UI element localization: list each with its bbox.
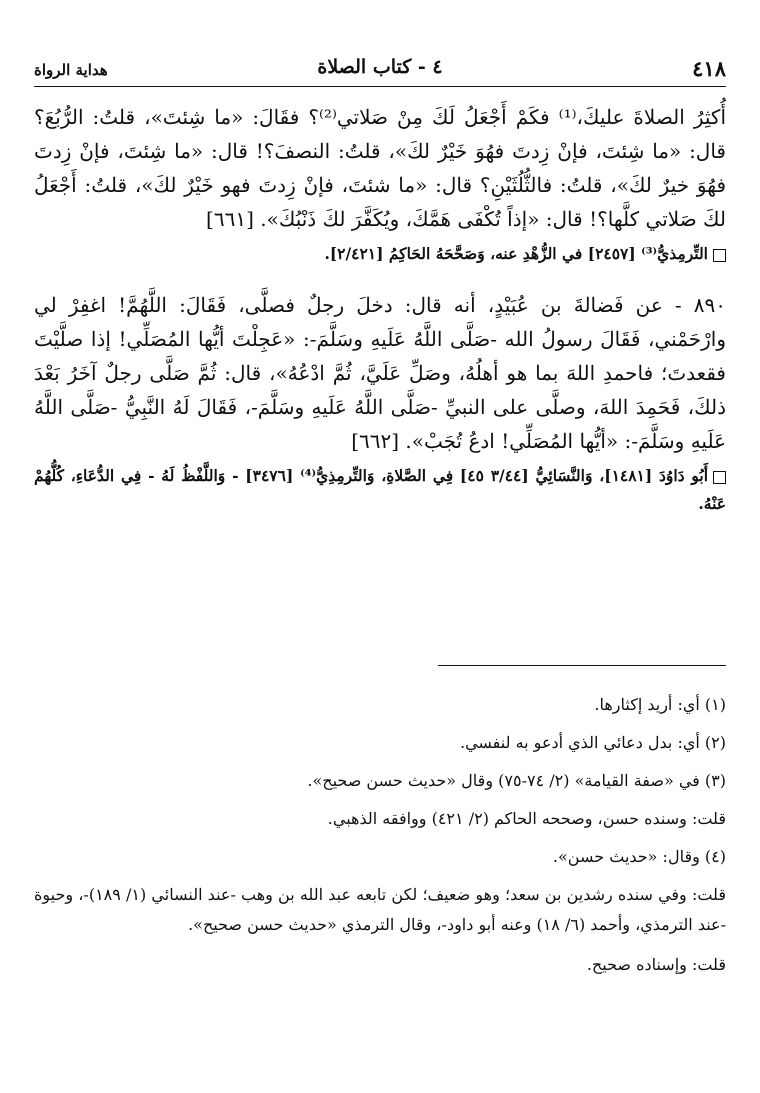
book-title: هداية الرواة [34,61,108,79]
footnote-separator [438,665,726,666]
hadith-889-source [34,240,726,268]
chapter-title: ٤ - كتاب الصلاة [317,56,443,78]
header-rule [34,86,726,87]
footnote-4-conclusion: قلت: وإسناده صحيح. [586,955,726,974]
hadith-890-source [34,462,726,518]
footnote-2: (٢) أي: بدل دعائي الذي أدعو به لنفسي. [459,733,726,752]
footnote-4-note: قلت: وفي سنده رشدين بن سعد؛ وهو ضعيف؛ لكن تابعه عبد الله بن وهب -عند النسائي (١/ ١٨٩)-، وحيوة -عند الترمذي، وأحمد (٦/ ١٨) وعنه أبو داود-، وقال الترمذي «حديث حسن صحيح». [34,885,726,934]
footnote-4: (٤) وقال: «حديث حسن». [552,847,726,866]
page-number: ٤١٨ [692,56,726,81]
footnote-1: (١) أي: أريد إكثارها. [594,695,726,714]
hadith-889-source-text: التِّرمِذيُّ⁽³⁾ [٢٤٥٧] في الزُّهْدِ عنه، وَصَحَّحَهُ الحَاكِمُ [٢/٤٢١]. [324,244,708,263]
page-header [34,52,726,86]
hadith-890-text: ٨٩٠ - عن فَضالةَ بن عُبَيْدٍ، أنه قال: دخلَ رجلٌ فصلَّى، فَقَالَ: اللَّهُمَّ! اغفِرْ لي وارْحَمْني، فَقَالَ رسولُ الله -صَلَّى اللَّهُ عَلَيهِ وسَلَّمَ-: «عَجِلْتَ أيُّها المُصَلِّي! إذا صلَّيْتَ فقعدتَ؛ فاحمدِ اللهَ بما هو أهلُهُ، وصَلِّ عَلَيَّ، ثُمَّ ادْعُهُ»، قال: ثُمَّ صَلَّى رجلٌ آخَرُ بَعْدَ ذلكَ، فَحَمِدَ اللهَ، وصلَّى على النبيِّ -صَلَّى اللَّهُ عَلَيهِ وسَلَّمَ-، فَقَالَ لَهُ النَّبِيُّ -صَلَّى اللَّهُ عَلَيهِ وسَلَّمَ-: «أيُّها المُصَلِّي! ادعُ تُجَبْ». [٦٦٢] [34,293,726,453]
footnotes [34,690,726,988]
hadith-889-text: أُكثِرُ الصلاةَ عليكَ،⁽¹⁾ فكَمْ أَجْعَلُ لَكَ مِنْ صَلاتي⁽²⁾؟ فقَالَ: «ما شِئتَ»، قلتُ: الرُّبُعَ؟ قال: «ما شِئتَ، فإنْ زِدتَ فهُوَ خَيْرٌ لكَ»، قلتُ: النصفَ؟! قال: «ما شِئتَ، فإنْ زِدتَ فهُوَ خيرٌ لكَ»، قلتُ: فالثُّلُثَيْنِ؟ قال: «ما شئتَ، فإنْ زِدتَ فهو خَيْرٌ لكَ»، قلتُ: أَجْعَلُ لكَ صَلاتي كلَّها؟! قال: «إذاً تُكْفَى هَمَّكَ، ويُكَفَّرَ لكَ ذَنْبُكَ». [٦٦١] [34,105,727,231]
square-bullet-icon [713,471,726,484]
footnote-3: (٣) في «صفة القيامة» (٢/ ٧٤-٧٥) وقال «حديث حسن صحيح». [307,771,726,790]
square-bullet-icon [713,249,726,262]
footnote-3-note: قلت: وسنده حسن، وصححه الحاكم (٢/ ٤٢١) ووافقه الذهبي. [327,809,726,828]
main-text [34,100,726,518]
hadith-890-source-text: أَبُو دَاوُدَ [١٤٨١]، وَالنَّسَائِيُّ [٣/٤٤ ٤٥] فِي الصَّلاةِ، وَالتِّرمِذِيُّ⁽⁴⁾ [٣٤٧٦] - وَاللَّفْظُ لَهُ - فِي الدُّعَاءِ، كُلُّهُمْ عَنْهُ. [34,466,726,513]
section-gap [34,268,726,288]
